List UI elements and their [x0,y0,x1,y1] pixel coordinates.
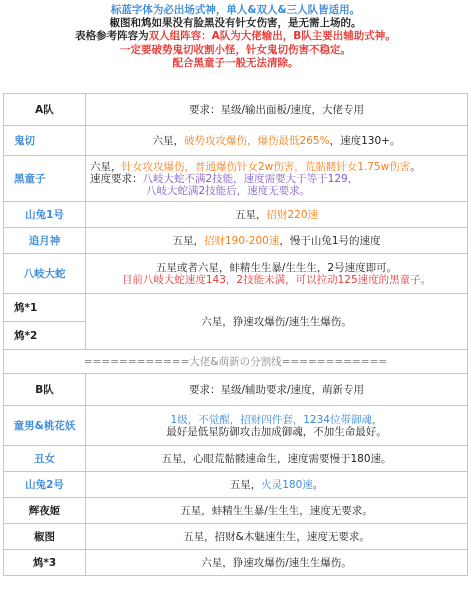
desc-highlight: 招财220速 [266,208,319,221]
shikigami-name-heitongzi: 黑童子 [4,156,86,202]
desc-part: 五星， [234,208,267,221]
table-row [4,202,468,228]
shikigami-desc-baqidashe [86,254,468,294]
desc-part: 六星， [152,134,185,147]
separator-text: ============大佬&萌新の分割线============ [4,350,468,374]
shikigami-name-shantu-1: 山兔1号 [4,202,86,228]
team-b-header-desc: 要求：星级/辅助要求/速度，萌新专用 [86,374,468,406]
shikigami-name-zhen-1: 鸩*1 [4,294,86,322]
team-b-header-row [4,374,468,406]
shikigami-name-huiyeji: 辉夜姬 [4,498,86,524]
team-b-header-name: B队 [4,374,86,406]
shikigami-desc-jiaotu: 五星，招财&木魅速生生，速度无要求。 [86,524,468,550]
shikigami-name-shantu-2: 山兔2号 [4,472,86,498]
desc-part: ，速度130+。 [329,134,401,147]
desc-line-highlight: 1级，不觉醒，招财四件套，1234位带御魂， [170,413,383,426]
shikigami-desc-tongnan-taohuayao [86,406,468,446]
desc-highlight: 破势攻攻爆伤，爆伤最低265% [184,134,330,147]
intro-line-4: 一定要破势鬼切收割小怪，针女鬼切伤害不稳定。 [120,43,351,56]
shikigami-desc-zhen-a: 六星，狰速攻爆伤/速生生爆伤。 [86,294,468,350]
desc-line: 五星或者六星，蚌精生生暴/生生生，2号速度即可。 [155,261,398,274]
shikigami-desc-zhen-3: 六星，狰速攻爆伤/速生生爆伤。 [86,550,468,576]
table-row [4,472,468,498]
table-row [4,294,468,322]
intro-notes [0,4,471,88]
lineup-table [3,93,468,576]
intro-line-2: 椒图和鸩如果没有脸黑没有针女伤害，是无需上场的。 [109,17,362,30]
desc-line [90,185,463,197]
shikigami-name-tongnan-taohuayao: 童男&桃花妖 [4,406,86,446]
desc-line: 最好是低星防御攻击加成御魂，不加生命最好。 [166,425,387,438]
table-row [4,446,468,472]
shikigami-name-baqidashe: 八岐大蛇 [4,254,86,294]
shikigami-name-guiqie: 鬼切 [4,126,86,156]
table-row [4,550,468,576]
shikigami-name-zhen-3: 鸩*3 [4,550,86,576]
shikigami-desc-zhuiyueshen [86,228,468,254]
table-row [4,254,468,294]
desc-part: 六星， [90,160,122,173]
shikigami-name-chounv: 丑女 [4,446,86,472]
desc-part: 。 [410,160,421,173]
table-row [4,126,468,156]
shikigami-desc-huiyeji: 五星，蚌精生生暴/生生生，速度无要求。 [86,498,468,524]
table-row [4,498,468,524]
intro-line-5: 配合黑童子一般无法清除。 [172,56,299,69]
table-row [4,524,468,550]
shikigami-desc-chounv: 五星，心眼荒骷髅速命生，速度需要慢于180速。 [86,446,468,472]
desc-highlight: 八岐大蛇满2技能后，速度无要求。 [146,184,311,197]
desc-line [90,173,463,185]
intro-line-3-prefix: 表格参考阵容为 [75,30,149,43]
table-row [4,228,468,254]
table-row [4,156,468,202]
desc-highlight: 八岐大蛇不满2技能，速度需要大于等于129， [142,172,359,185]
shikigami-desc-heitongzi [86,156,468,202]
shikigami-desc-guiqie [86,126,468,156]
shikigami-name-zhen-2: 鸩*2 [4,322,86,350]
desc-line [90,161,463,173]
desc-highlight: 火灵180速 [261,478,313,491]
team-a-header-row [4,94,468,126]
team-a-header-desc: 要求：星级/输出面板/速度，大佬专用 [86,94,468,126]
desc-part: 。 [312,478,324,491]
shikigami-desc-shantu-1 [86,202,468,228]
intro-line-1: 标蓝字体为必出场式神，单人&双人&三人队皆适用。 [110,4,361,16]
shikigami-name-zhuiyueshen: 追月神 [4,228,86,254]
desc-part: 速度要求： [90,172,143,185]
team-a-header-name: A队 [4,94,86,126]
desc-highlight: 招财190-200速 [203,234,280,247]
desc-part: ，慢于山兔1号的速度 [279,234,381,247]
intro-line-3-highlight: 双人组阵容：A队为大佬输出，B队主要出辅助式神。 [148,30,396,43]
desc-line-highlight: 目前八岐大蛇速度143，2技能未满，可以拉动125速度的黑童子。 [121,273,432,286]
shikigami-name-jiaotu: 椒图 [4,524,86,550]
intro-line-3 [0,30,471,43]
table-row [4,406,468,446]
desc-part: 五星， [172,234,204,247]
shikigami-desc-shantu-2 [86,472,468,498]
separator-row [4,350,468,374]
desc-highlight: 针女攻攻爆伤，普通爆伤针女2w伤害，荒骷髅针女1.75w伤害 [121,160,411,173]
desc-part: 五星， [229,478,262,491]
